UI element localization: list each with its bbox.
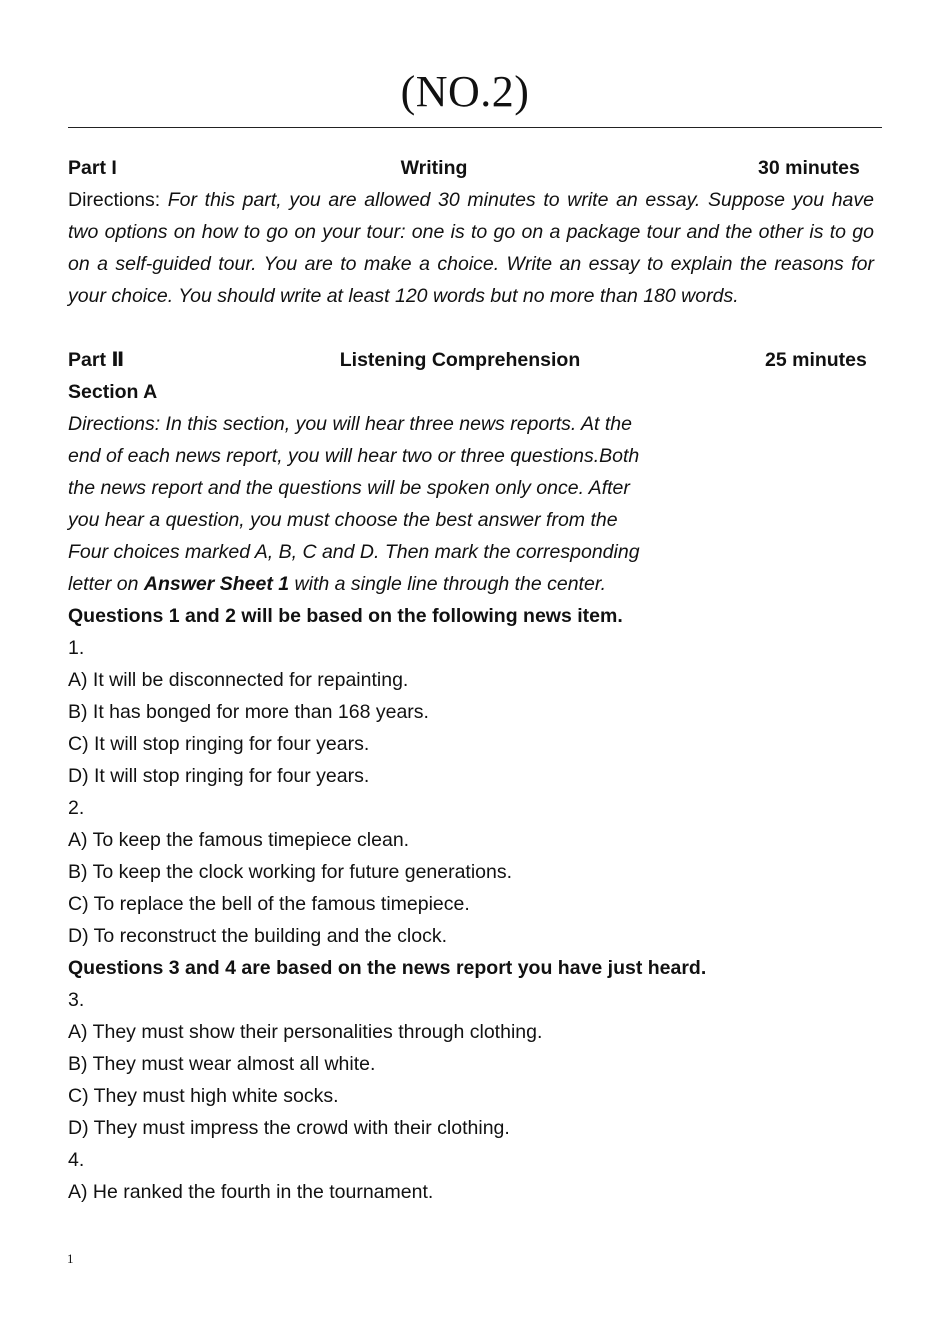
part2-directions — [68, 408, 683, 600]
directions-last-post: with a single line through the center. — [289, 573, 607, 595]
question-group-heading: Questions 1 and 2 will be based on the following news item. — [68, 605, 623, 627]
directions-line: Four choices marked A, B, C and D. Then mark the corresponding — [68, 541, 640, 563]
answer-option: C) It will stop ringing for four years. — [68, 733, 370, 755]
part1-directions-text: For this part, you are allowed 30 minutes to write an essay. Suppose you have two options on how to go on your tour: one is to go on a package tour and the other is to go on a self-guided tour. You are to make a choice. Write an essay to explain the reasons for your choice. You should write at least 120 words but no more than 180 words. — [68, 189, 874, 307]
answer-sheet-ref: Answer Sheet 1 — [143, 573, 290, 595]
section-heading: Section A — [68, 381, 158, 403]
answer-option: A) He ranked the fourth in the tournament. — [68, 1181, 434, 1203]
directions-last-pre: letter on — [68, 573, 144, 595]
answer-option: D) They must impress the crowd with their clothing. — [68, 1117, 510, 1139]
page-content — [68, 152, 874, 1208]
part1-directions — [68, 184, 874, 312]
question-number: 4. — [68, 1149, 85, 1171]
title-divider — [68, 127, 882, 128]
part1-time: 30 minutes — [758, 157, 860, 179]
answer-option: A) To keep the famous timepiece clean. — [68, 829, 410, 851]
part1-header — [68, 152, 874, 184]
part2-name: Listening Comprehension — [339, 349, 581, 371]
question-number: 3. — [68, 989, 85, 1011]
answer-option: A) It will be disconnected for repainting. — [68, 669, 409, 691]
answer-option: D) It will stop ringing for four years. — [68, 765, 370, 787]
question-number: 1. — [68, 637, 85, 659]
part1-label: Part I — [68, 157, 117, 179]
question-number: 2. — [68, 797, 85, 819]
directions-line: end of each news report, you will hear two or three questions.Both — [68, 445, 640, 467]
answer-option: D) To reconstruct the building and the clock. — [68, 925, 448, 947]
part1-name: Writing — [400, 157, 468, 179]
part2-label: Part Ⅱ — [68, 349, 125, 371]
part2-time: 25 minutes — [765, 349, 867, 371]
answer-option: B) They must wear almost all white. — [68, 1053, 376, 1075]
spacer — [68, 312, 874, 344]
directions-line: Directions: In this section, you will hear three news reports. At the — [68, 413, 632, 435]
answer-option: A) They must show their personalities through clothing. — [68, 1021, 543, 1043]
answer-option: B) To keep the clock working for future generations. — [68, 861, 513, 883]
directions-line-last — [68, 568, 683, 600]
directions-line: the news report and the questions will be spoken only once. After — [68, 477, 630, 499]
question-group-heading: Questions 3 and 4 are based on the news report you have just heard. — [68, 957, 707, 979]
answer-option: C) They must high white socks. — [68, 1085, 339, 1107]
part2-header — [68, 344, 874, 376]
page-title: (NO.2) — [400, 67, 530, 116]
directions-line: you hear a question, you must choose the best answer from the — [68, 509, 618, 531]
answer-option: B) It has bonged for more than 168 years. — [68, 701, 429, 723]
answer-option: C) To replace the bell of the famous timepiece. — [68, 893, 470, 915]
page-number: 1 — [67, 1251, 74, 1266]
part1-directions-label: Directions: — [68, 189, 168, 211]
